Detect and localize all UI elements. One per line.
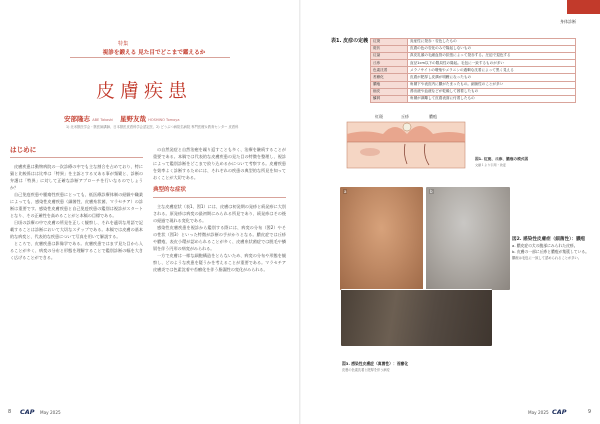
page-number-right: 9 — [587, 409, 591, 415]
paragraph: 自己免疫疾患や腫瘍性疾患にとっても、低医療診療体制の経験や職業によっても、感染性皮膚疾患（細菌性、皮膚糸状菌、マラセチア）の診断は重要です。感染性皮膚疾患と自己免疫疾患の鑑別は視診がスタートとなり、その正確性を高めることがと本稿の目標である。 — [10, 191, 143, 218]
author-2: 星野友哉 — [120, 115, 147, 123]
table-definition: 炎症性に発赤・変色したもの — [408, 39, 576, 46]
dermis-detail — [360, 148, 380, 156]
figure-2-caption — [512, 236, 590, 261]
figure-3-caption — [342, 361, 408, 373]
issue-date: May 2025 — [40, 410, 61, 415]
author-2-romaji: HOSHINO Tomoya — [148, 118, 180, 122]
section-corner-tab — [567, 0, 600, 14]
section-heading-intro: はじめに — [10, 146, 37, 154]
figure-1-title: 図1. 紅斑、丘疹、膿疱の模式図 — [475, 157, 529, 161]
table-row — [371, 60, 576, 67]
table-row — [371, 67, 576, 74]
table-term: 丘疹 — [371, 60, 408, 67]
figure-3-note: 皮膚の色素沈着と肥厚を伴う病変 — [342, 368, 390, 372]
article-subtitle: 視診を鍛える 見た目でどこまで鑑えるか — [102, 50, 206, 56]
paragraph: ところで、皮膚疾患は影像学である。皮膚疾患ではまず見た目から入ることが多く、病変の分布と形態を理解することで鑑別診断の幅を大きく広げることができる。 — [10, 240, 143, 260]
figure-1-caption — [475, 156, 528, 168]
figure-1-note: 文献１より引用・改変 — [475, 163, 506, 167]
table-definition: 真皮乳頭の毛細血管の拡張によって発赤する。圧迫で退色する — [408, 53, 576, 60]
magazine-logo-right: CAP — [552, 408, 567, 416]
table-row — [371, 95, 576, 102]
figure-2-note: 膿疱は毛包に一致して認められることが多い。 — [512, 256, 582, 260]
author-1-romaji: ABE Takashi — [92, 118, 114, 122]
table-row — [371, 81, 576, 88]
paragraph: 一方で皮膚は一様な細胞構造をとらないため、病変の分布や形態を観察し、どのような疾患を疑うかを考えることが重要である。マラセチア皮膚炎では色素沈着や苔癬化を伴う脂漏性の変化がみられる。 — [153, 252, 286, 272]
author-1: 安部隆志 — [64, 115, 90, 123]
paragraph: 皮膚疾患は動物病院の一次診療の中でも主な割合を占めており、特に猫と比較係はは比率は「特異」を主訴とする又ある事が頻繁と、診断の弁護は「特異」に対して正確な診断アプローチを行いなるのでしょうか？ — [10, 163, 143, 190]
section-heading-symptoms: 典型的な症状 — [153, 187, 187, 193]
photo-2b — [426, 187, 510, 290]
label-erythema: 紅斑 — [375, 114, 383, 119]
paragraph: 日頃の診療の中で皮膚の所見を正しく観察し、それを適切な用語で記載することは診断において大切なステップである。本稿では皮膚の基本的な病変と、代表的な疾患について写真を用いて解説する。 — [10, 219, 143, 239]
section-label: 身体診断 — [560, 19, 576, 24]
table-row — [371, 39, 576, 46]
section-rule — [10, 157, 143, 158]
label-papule: 丘疹 — [401, 114, 409, 119]
photo-2a — [340, 187, 423, 290]
table-definition: メラノサイトの増殖やメラニンの過剰な沈着によって黒く見える — [408, 67, 576, 74]
table-row — [371, 74, 576, 81]
table-term: 膿疱 — [371, 81, 408, 88]
photo-3 — [341, 289, 492, 346]
label-pustule: 膿疱 — [429, 114, 437, 119]
definition-table — [370, 38, 576, 103]
table-definition: 角層下や表皮内に膿がたまったもの。細菌性のことが多い — [408, 81, 576, 88]
paragraph: 主な皮膚症状（表1、図1）には、皮膚は初発期の発疹と続発疹に大別される。原発疹は病変の最初期にみられる所見であり、続発疹はその後の経過で現れる変化である。 — [153, 203, 286, 223]
table-definition: 角層が剥離して皮膚表面に付着したもの — [408, 95, 576, 102]
table-row — [371, 53, 576, 60]
table-term: 痂皮 — [371, 88, 408, 95]
figure-2-title: 図2. 感染性皮膚症（細菌性）：膿疱 — [512, 237, 586, 242]
table-definition: 直径1cm以下の限局性の隆起。毛包に一致するものが多い — [408, 60, 576, 67]
table-definition: 皮膚の色の変化のみで隆起しないもの — [408, 46, 576, 53]
feature-tag: 特集 — [118, 41, 129, 47]
affiliation: 1) 北米獣医学会・獣医師講師、日本獣医皮膚科学会認定医、2) どうぶつ病院名病院 専門医療＆教育センター 皮膚科 — [66, 125, 239, 129]
table-definition: 皮膚が肥厚し皮溝が明瞭になったもの — [408, 74, 576, 81]
table-term: 紅暈 — [371, 53, 408, 60]
table-definition: 滲出液や血液などが乾燥して固着したもの — [408, 88, 576, 95]
table-term: 紅斑 — [371, 39, 408, 46]
table-term: 苔癬化 — [371, 74, 408, 81]
photo-label-b: b — [430, 189, 433, 194]
table-term: 鱗屑 — [371, 95, 408, 102]
paragraph: の自然発症と自然治癒を繰り返すことも多く、治療を継続することが重要である。本稿では代表的な皮膚疾患の見た目の特徴を整理し、視診によって鑑別診断をどこまで絞り込めるかについて考察する。皮膚疾患を効率よく診断するためには、それぞれの疾患の典型的な所見を知っておくことが大切である。 — [153, 147, 286, 180]
table-term: 斑状 — [371, 46, 408, 53]
article-title: 皮膚疾患 — [96, 80, 193, 102]
paragraph: 感染性皮膚疾患を視診から鑑別する際には、病変の分布（図2）やその性状（図3）といった特徴が診断の手がかりとなる。膿皮症では丘疹や膿疱、表皮小環が認められることが多く、皮膚糸状菌症では脱毛や鱗屑を伴う円形の病変がみられる。 — [153, 224, 286, 251]
issue-date-right: May 2025 — [528, 410, 549, 415]
table-title: 表1. 皮疹の定義 — [331, 38, 369, 44]
body-column-2 — [153, 146, 286, 273]
body-column-1 — [10, 146, 143, 261]
figure-1-diagram — [345, 112, 469, 172]
table-term: 色素沈着 — [371, 67, 408, 74]
page-number-left: 8 — [8, 409, 12, 415]
pustule-shape — [403, 123, 411, 131]
figure-3-title: 図3. 感染性皮膚症（真菌性）：苔癬化 — [342, 361, 409, 366]
table-row — [371, 46, 576, 53]
figure-2-item-b: b. 皮膚の一部に丘疹と膿疱が集簇している。 — [512, 249, 589, 254]
subtitle-rule — [70, 57, 230, 58]
section-rule — [153, 197, 286, 198]
table-row — [371, 88, 576, 95]
figure-2-item-a: a. 膿皮症の犬の腹部にみられた皮疹。 — [512, 243, 578, 248]
authors — [64, 114, 180, 123]
magazine-logo: CAP — [20, 408, 35, 416]
page-gutter — [299, 0, 301, 424]
photo-label-a: a — [344, 189, 347, 194]
